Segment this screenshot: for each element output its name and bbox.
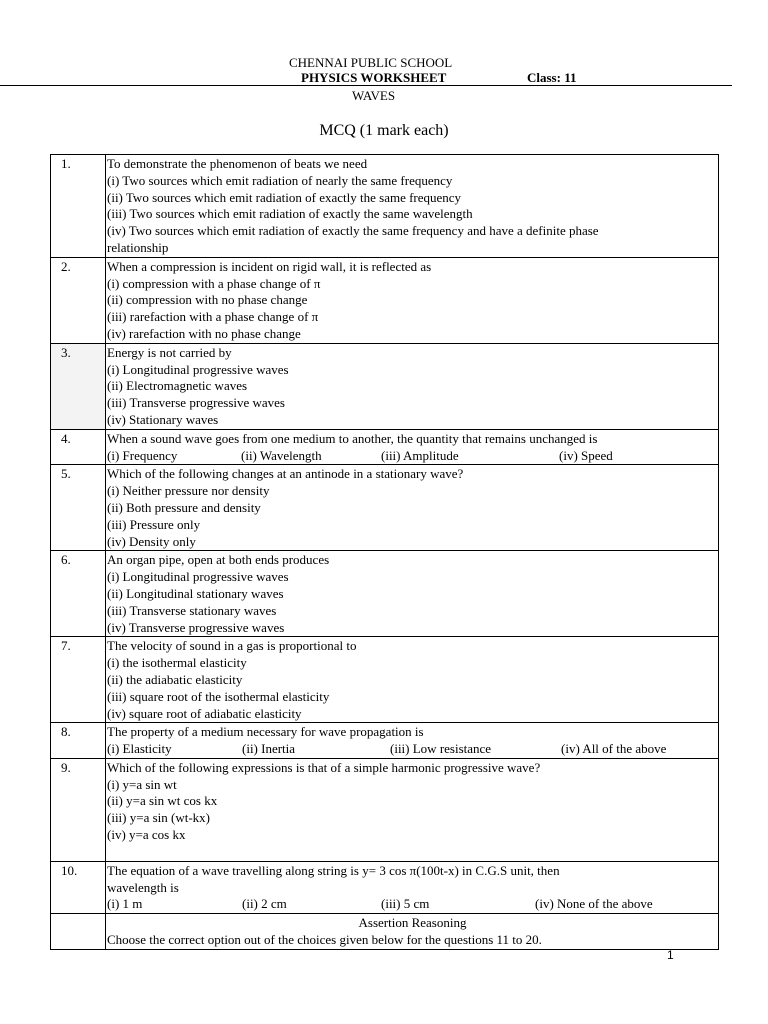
assertion-row [51,914,719,950]
question-body [106,465,719,551]
worksheet-title: PHYSICS WORKSHEET [301,70,447,85]
inline-options [106,896,718,913]
question-number: 6. [51,551,106,637]
question-text: To demonstrate the phenomenon of beats we need [107,156,368,171]
option: (iv) Density only [107,533,196,549]
school-name: CHENNAI PUBLIC SCHOOL [289,55,453,70]
option: (i) y=a sin wt [107,776,177,792]
question-body [106,861,719,913]
question-row [51,155,719,258]
option: (iv) None of the above [535,896,653,912]
option: (ii) the adiabatic elasticity [107,671,243,687]
question-text: Which of the following expressions is that of a simple harmonic progressive wave? [107,759,541,775]
option: (iv) Transverse progressive waves [107,619,285,635]
option: (iii) Transverse stationary waves [107,602,277,618]
question-text: When a compression is incident on rigid wall, it is reflected as [107,258,432,274]
question-row [51,429,719,465]
question-body [106,155,719,258]
empty-number-cell [51,914,106,950]
option-continued: relationship [107,239,169,255]
option: (iii) Transverse progressive waves [107,395,285,411]
assertion-instruction: Choose the correct option out of the choices given below for the questions 11 to 20. [107,932,542,948]
option: (iii) Pressure only [107,516,201,532]
question-text-continued: wavelength is [107,879,179,895]
question-number: 8. [51,723,106,759]
question-number: 2. [51,257,106,343]
option: (i) Longitudinal progressive waves [107,569,289,585]
question-number: 4. [51,429,106,465]
inline-options [106,448,718,465]
question-number: 7. [51,637,106,723]
option: (iii) 5 cm [381,896,430,912]
question-number: 5. [51,465,106,551]
question-row [51,551,719,637]
class-label: Class: 11 [527,70,577,85]
question-text: Energy is not carried by [107,344,232,360]
option: (iii) rarefaction with a phase change of π [107,309,319,325]
option: (i) Neither pressure nor density [107,483,270,499]
question-body [106,723,719,759]
question-row [51,465,719,551]
question-body [106,257,719,343]
question-body [106,637,719,723]
header-rule [0,85,732,86]
option: (i) Elasticity [107,741,172,757]
question-row [51,861,719,913]
inline-options [106,741,718,758]
question-row [51,343,719,429]
question-text: The velocity of sound in a gas is proportional to [107,638,357,654]
option: (i) 1 m [107,896,143,912]
question-row [51,637,719,723]
option: (i) the isothermal elasticity [107,655,247,671]
option: (ii) Two sources which emit radiation of exactly the same frequency [107,189,462,205]
question-body [106,343,719,429]
question-row [51,257,719,343]
question-row [51,758,719,861]
option: (ii) y=a sin wt cos kx [107,793,218,809]
option: (ii) Wavelength [241,447,322,463]
questions-table [50,154,719,950]
question-text: The equation of a wave travelling along string is y= 3 cos π(100t-x) in C.G.S unit, then [107,862,560,878]
option: (iv) Speed [559,447,613,463]
option: (i) compression with a phase change of π [107,275,321,291]
question-row [51,723,719,759]
option: (iii) Low resistance [390,741,492,757]
option: (ii) compression with no phase change [107,292,308,308]
question-body [106,429,719,465]
question-number: 9. [51,758,106,861]
option: (iii) Two sources which emit radiation of exactly the same wavelength [107,206,473,222]
option: (ii) 2 cm [242,896,287,912]
option: (i) Longitudinal progressive waves [107,361,289,377]
option: (ii) Both pressure and density [107,499,261,515]
option: (i) Frequency [107,447,178,463]
option: (iv) y=a cos kx [107,827,186,843]
question-text: When a sound wave goes from one medium to another, the quantity that remains unchanged is [107,430,598,446]
assertion-heading: Assertion Reasoning [358,915,467,931]
page-number: 1 [667,948,674,962]
option: (iv) square root of adiabatic elasticity [107,705,302,721]
option: (iii) y=a sin (wt-kx) [107,810,211,826]
question-text: An organ pipe, open at both ends produces [107,552,330,568]
question-body [106,551,719,637]
option: (iv) Stationary waves [107,411,219,427]
question-text: The property of a medium necessary for wave propagation is [107,724,424,740]
topic-title: WAVES [352,88,396,103]
option: (iii) Amplitude [381,447,459,463]
section-title: MCQ (1 mark each) [319,122,449,139]
option: (iv) All of the above [561,741,667,757]
option: (ii) Longitudinal stationary waves [107,585,284,601]
question-body [106,758,719,861]
question-number: 3. [51,343,106,429]
option: (i) Two sources which emit radiation of nearly the same frequency [107,172,453,188]
option: (ii) Inertia [242,741,296,757]
question-number: 10. [51,861,106,913]
option: (iii) square root of the isothermal elasticity [107,688,330,704]
question-text: Which of the following changes at an antinode in a stationary wave? [107,466,464,482]
question-number: 1. [51,155,106,258]
option: (ii) Electromagnetic waves [107,378,248,394]
option: (iv) Two sources which emit radiation of exactly the same frequency and have a definite phase [107,223,599,239]
option: (iv) rarefaction with no phase change [107,325,301,341]
assertion-body [106,914,719,950]
